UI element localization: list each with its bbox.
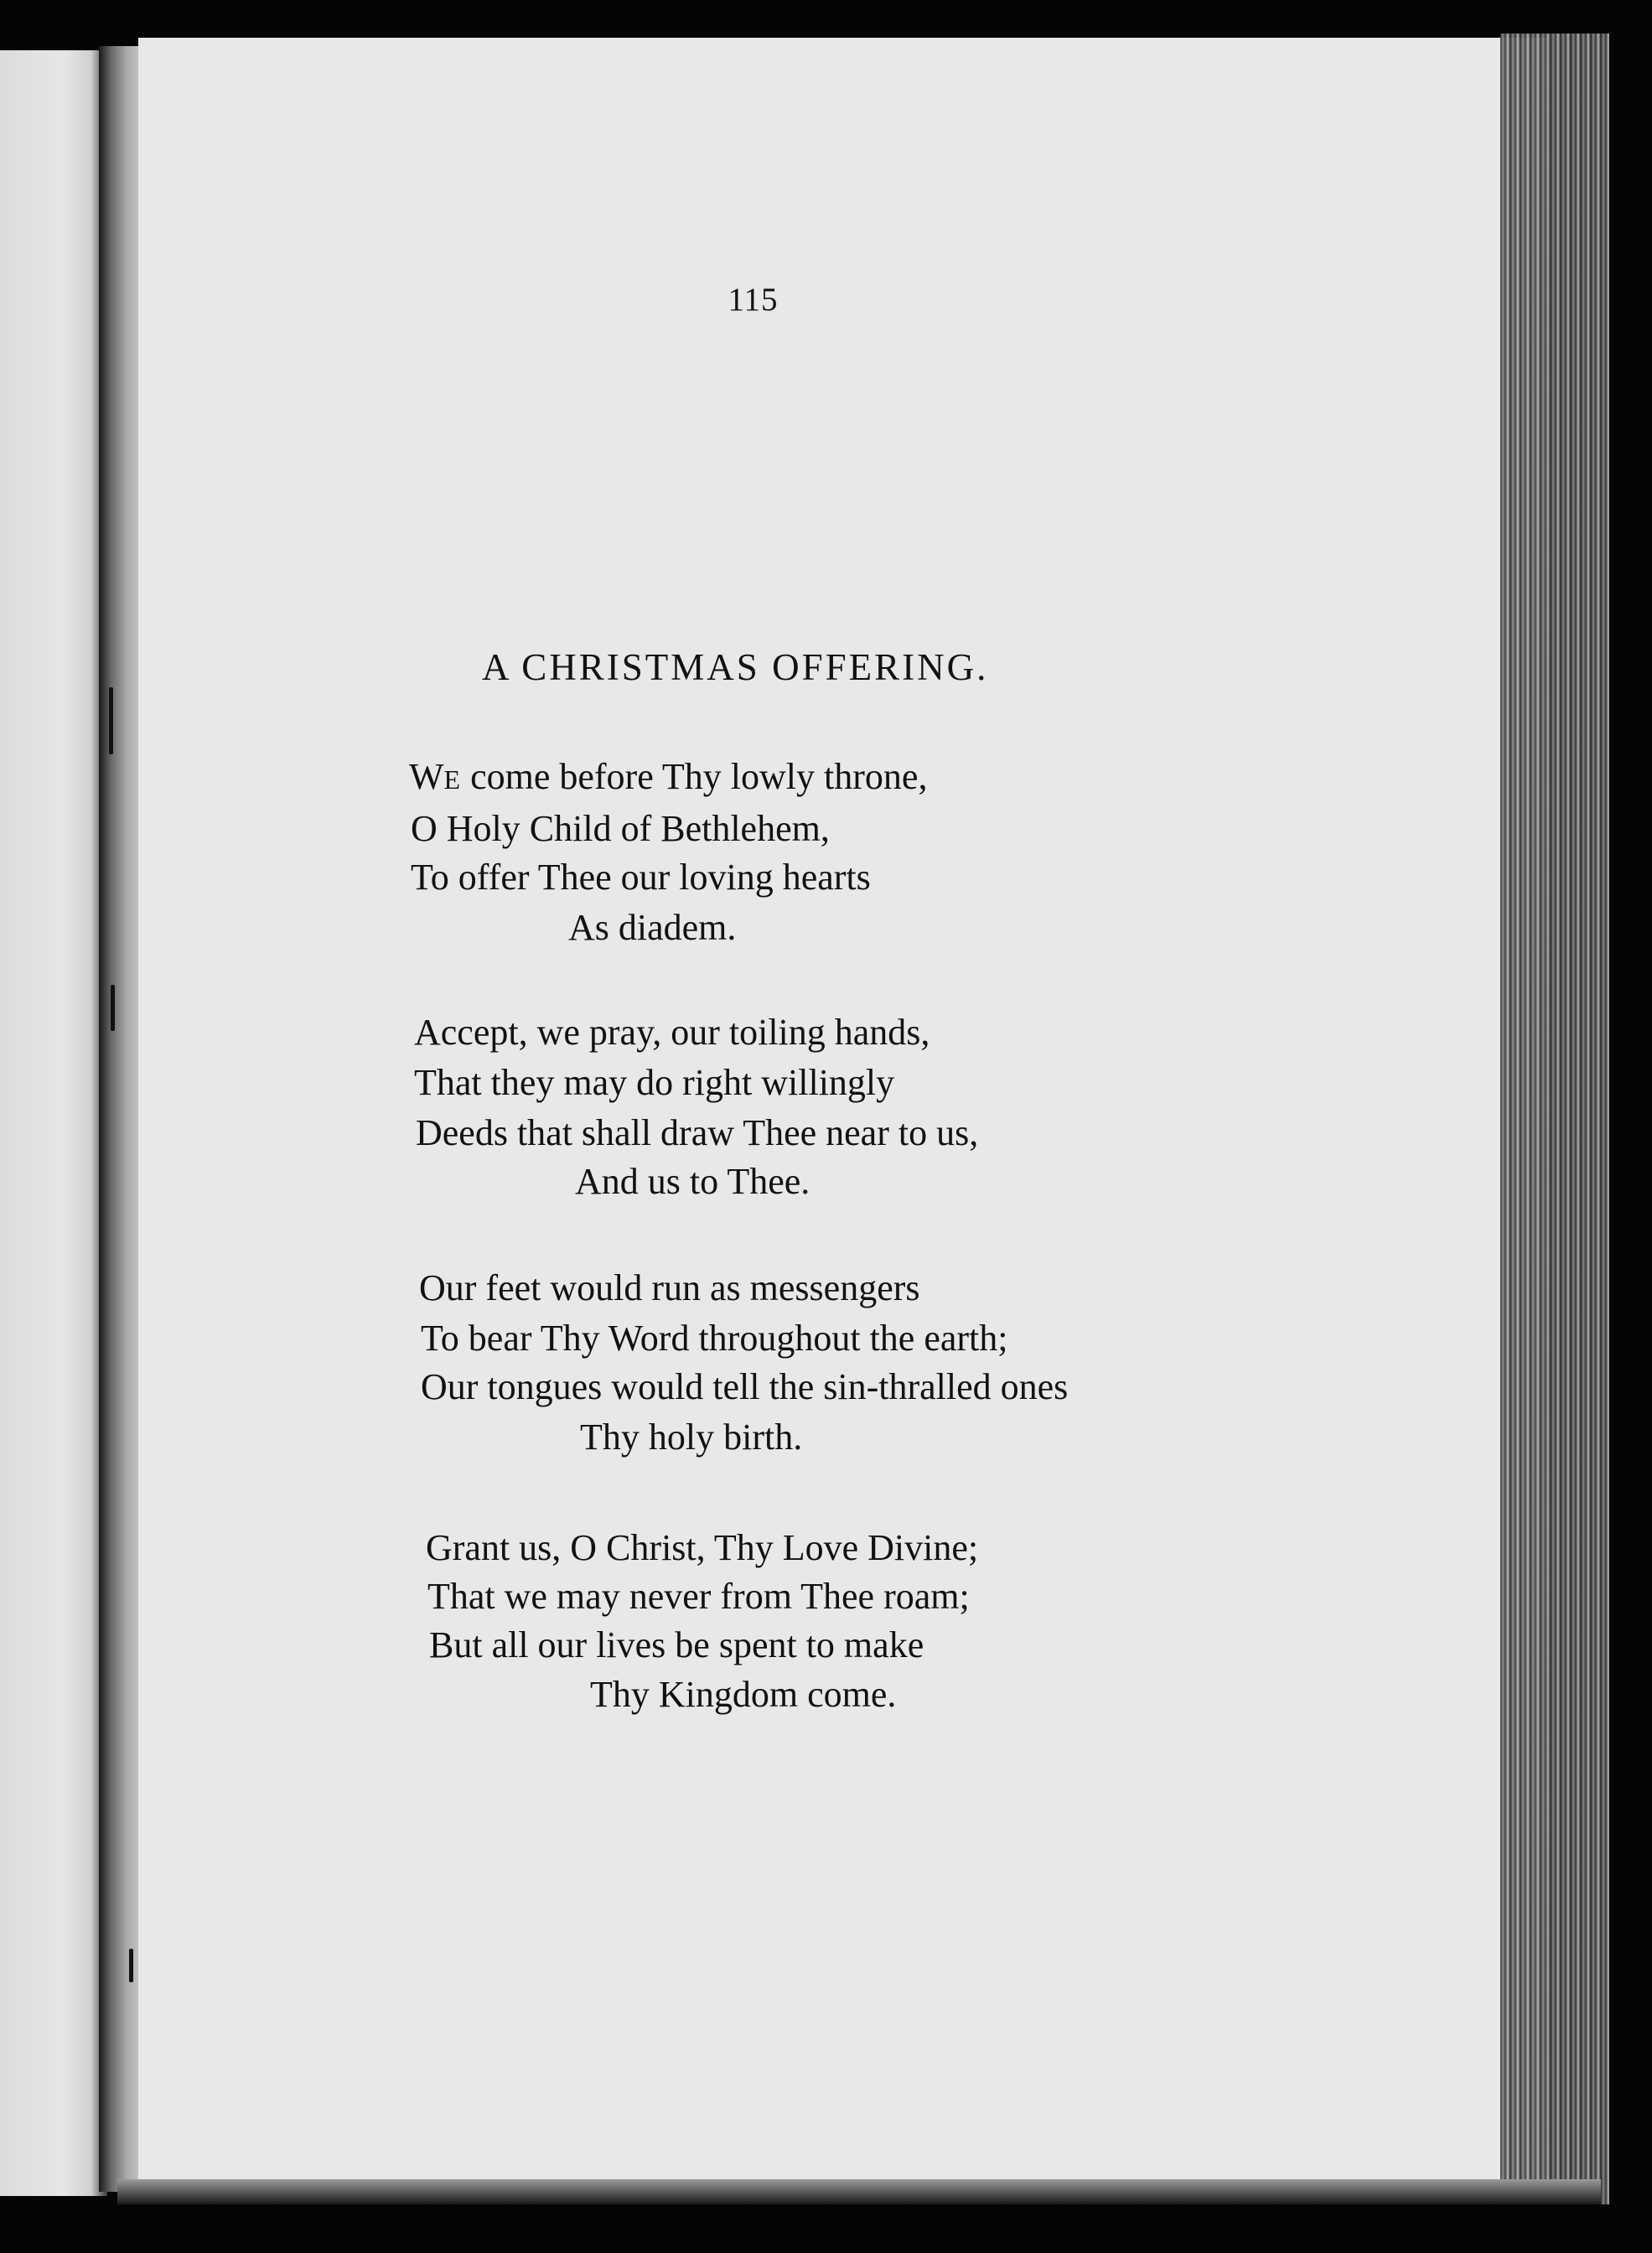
small-caps: E <box>443 764 462 795</box>
gutter-mark <box>129 1949 133 1982</box>
poem-line: Grant us, O Christ, Thy Love Divine; <box>426 1527 979 1568</box>
drop-initial: W <box>409 756 444 797</box>
poem-line: Thy Kingdom come. <box>590 1674 897 1715</box>
facing-page-edge <box>0 50 107 2196</box>
poem-line: That they may do right willingly <box>414 1062 895 1103</box>
poem-line: And us to Thee. <box>575 1161 810 1202</box>
poem-line: That we may never from Thee roam; <box>427 1576 970 1617</box>
poem-line: Thy holy birth. <box>580 1417 803 1458</box>
poem-line: O Holy Child of Bethlehem, <box>411 808 830 849</box>
page-number: 115 <box>728 282 779 318</box>
poem-line: As diadem. <box>568 907 737 948</box>
page-fore-edge <box>1500 34 1609 2204</box>
poem-line: Our tongues would tell the sin-thralled ones <box>421 1366 1069 1407</box>
poem-line: Accept, we pray, our toiling hands, <box>414 1012 930 1053</box>
gutter-mark <box>109 687 113 754</box>
poem-line: But all our lives be spent to make <box>429 1624 924 1665</box>
page-bottom-edge <box>117 2179 1601 2204</box>
poem-line: WE come before Thy lowly throne, <box>409 756 928 797</box>
poem-line: To offer Thee our loving hearts <box>411 857 871 898</box>
poem-line: Deeds that shall draw Thee near to us, <box>416 1112 979 1153</box>
poem-line: To bear Thy Word throughout the earth; <box>421 1318 1008 1359</box>
gutter-mark <box>111 985 115 1031</box>
poem-line: Our feet would run as messengers <box>419 1267 920 1308</box>
poem-title: A CHRISTMAS OFFERING. <box>482 646 989 688</box>
